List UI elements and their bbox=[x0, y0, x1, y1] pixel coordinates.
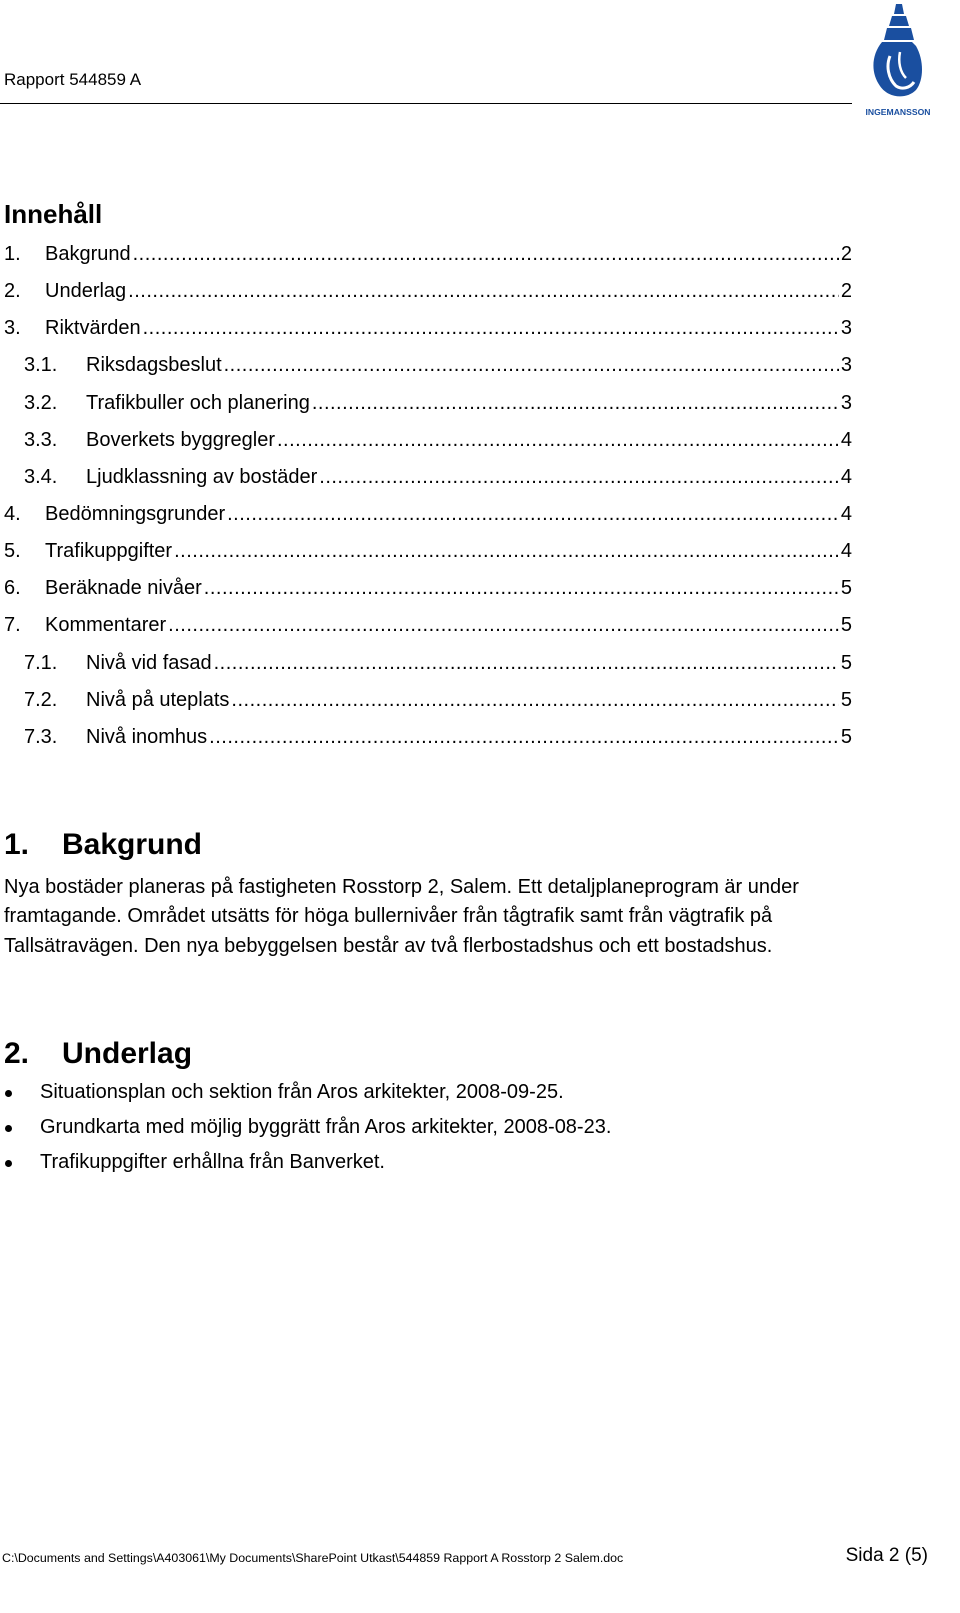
toc-entry-page: 4 bbox=[840, 465, 852, 488]
list-item bbox=[0, 1075, 860, 1110]
footer-page-number: Sida 2 (5) bbox=[845, 1545, 928, 1566]
toc-entry-page: 5 bbox=[840, 725, 852, 748]
section-number: 2. bbox=[4, 1037, 30, 1070]
report-title: Rapport 544859 A bbox=[4, 70, 142, 89]
toc-entry-title: Nivå inomhus bbox=[86, 719, 207, 756]
toc-entry-title: Riktvärden bbox=[45, 310, 141, 347]
toc-entry-page: 5 bbox=[840, 614, 852, 637]
toc-entry-page: 5 bbox=[840, 651, 852, 674]
toc-entry-page: 5 bbox=[840, 688, 852, 711]
toc-leader-dots bbox=[133, 236, 839, 273]
toc-leader-dots bbox=[319, 459, 839, 496]
bullet-icon bbox=[5, 1160, 12, 1167]
toc-entry-page: 4 bbox=[840, 540, 852, 563]
toc-entry-page: 2 bbox=[840, 280, 852, 303]
toc-leader-dots bbox=[128, 273, 839, 310]
toc-leader-dots bbox=[277, 422, 839, 459]
toc-leader-dots bbox=[143, 310, 839, 347]
list-item-text: Situationsplan och sektion från Aros arkitekter, 2008-09-25. bbox=[40, 1081, 564, 1103]
toc-entry[interactable] bbox=[0, 310, 860, 347]
bakgrund-paragraph: Nya bostäder planeras på fastigheten Rosstorp 2, Salem. Ett detaljplaneprogram är under framtagande. Området utsätts för höga bullernivåer från tågtrafik samt från vägtrafik på Tallsätravägen. Den nya bebyggelsen består av två flerbostadshus och ett bostadshus. bbox=[4, 876, 799, 957]
underlag-list bbox=[0, 1075, 860, 1180]
toc-leader-dots bbox=[231, 682, 838, 719]
toc-entry[interactable] bbox=[0, 607, 860, 644]
toc-leader-dots bbox=[224, 347, 839, 384]
toc-leader-dots bbox=[214, 645, 839, 682]
toc-entry[interactable] bbox=[0, 236, 860, 273]
table-of-contents bbox=[0, 236, 860, 756]
toc-leader-dots bbox=[204, 570, 839, 607]
toc-entry-number: 7. bbox=[4, 614, 21, 637]
toc-entry[interactable] bbox=[0, 533, 860, 570]
section-number: 1. bbox=[4, 828, 30, 861]
toc-entry-number: 7.2. bbox=[24, 688, 58, 711]
header-divider bbox=[0, 103, 852, 104]
toc-entry-page: 3 bbox=[840, 354, 852, 377]
toc-entry-page: 5 bbox=[840, 577, 852, 600]
section-heading-underlag bbox=[4, 1036, 192, 1072]
toc-entry[interactable] bbox=[0, 385, 860, 422]
toc-entry-number: 6. bbox=[4, 577, 21, 600]
list-item bbox=[0, 1110, 860, 1145]
toc-entry[interactable] bbox=[0, 422, 860, 459]
toc-entry[interactable] bbox=[0, 459, 860, 496]
toc-entry-title: Bedömningsgrunder bbox=[45, 496, 225, 533]
toc-entry[interactable] bbox=[0, 682, 860, 719]
section-title: Bakgrund bbox=[62, 828, 203, 861]
toc-entry-number: 3.4. bbox=[24, 465, 58, 488]
toc-entry-number: 3.2. bbox=[24, 391, 58, 414]
toc-entry-number: 3. bbox=[4, 317, 21, 340]
toc-entry-title: Bakgrund bbox=[45, 236, 131, 273]
toc-entry-number: 3.1. bbox=[24, 354, 58, 377]
toc-entry-page: 4 bbox=[840, 428, 852, 451]
toc-entry-page: 4 bbox=[840, 502, 852, 525]
toc-entry-number: 7.3. bbox=[24, 725, 58, 748]
toc-entry[interactable] bbox=[0, 273, 860, 310]
toc-leader-dots bbox=[312, 385, 839, 422]
toc-leader-dots bbox=[168, 607, 839, 644]
toc-entry-title: Nivå på uteplats bbox=[86, 682, 229, 719]
toc-entry-number: 4. bbox=[4, 502, 21, 525]
toc-entry-title: Kommentarer bbox=[45, 607, 166, 644]
toc-entry[interactable] bbox=[0, 570, 860, 607]
toc-entry-title: Underlag bbox=[45, 273, 126, 310]
toc-entry-number: 3.3. bbox=[24, 428, 58, 451]
toc-entry-number: 7.1. bbox=[24, 651, 58, 674]
bullet-icon bbox=[5, 1090, 12, 1097]
footer-file-path: C:\Documents and Settings\A403061\My Documents\SharePoint Utkast\544859 Rapport A Rosstorp 2 Salem.doc bbox=[2, 1551, 624, 1565]
toc-leader-dots bbox=[174, 533, 839, 570]
toc-entry[interactable] bbox=[0, 496, 860, 533]
toc-leader-dots bbox=[209, 719, 839, 756]
logo-wordmark: INGEMANSSON bbox=[866, 107, 930, 117]
toc-entry-title: Riksdagsbeslut bbox=[86, 347, 222, 384]
toc-entry-number: 5. bbox=[4, 540, 21, 563]
toc-entry[interactable] bbox=[0, 347, 860, 384]
toc-heading: Innehåll bbox=[4, 199, 103, 229]
section-title: Underlag bbox=[62, 1037, 193, 1070]
toc-entry-page: 3 bbox=[840, 317, 852, 340]
list-item bbox=[0, 1145, 860, 1180]
toc-entry-title: Nivå vid fasad bbox=[86, 645, 212, 682]
toc-entry-page: 2 bbox=[840, 243, 852, 265]
list-item-text: Grundkarta med möjlig byggrätt från Aros arkitekter, 2008-08-23. bbox=[40, 1116, 612, 1138]
toc-entry[interactable] bbox=[0, 645, 860, 682]
toc-entry-number: 2. bbox=[4, 280, 21, 303]
ingemansson-logo bbox=[866, 2, 930, 120]
section-heading-bakgrund bbox=[4, 827, 202, 863]
toc-entry-title: Trafikbuller och planering bbox=[86, 385, 310, 422]
toc-entry-title: Boverkets byggregler bbox=[86, 422, 275, 459]
toc-entry[interactable] bbox=[0, 719, 860, 756]
toc-entry-title: Ljudklassning av bostäder bbox=[86, 459, 317, 496]
toc-entry-title: Beräknade nivåer bbox=[45, 570, 202, 607]
list-item-text: Trafikuppgifter erhållna från Banverket. bbox=[40, 1151, 385, 1173]
toc-entry-page: 3 bbox=[840, 391, 852, 414]
toc-entry-number: 1. bbox=[4, 243, 21, 265]
bullet-icon bbox=[5, 1125, 12, 1132]
toc-leader-dots bbox=[227, 496, 839, 533]
toc-entry-title: Trafikuppgifter bbox=[45, 533, 172, 570]
